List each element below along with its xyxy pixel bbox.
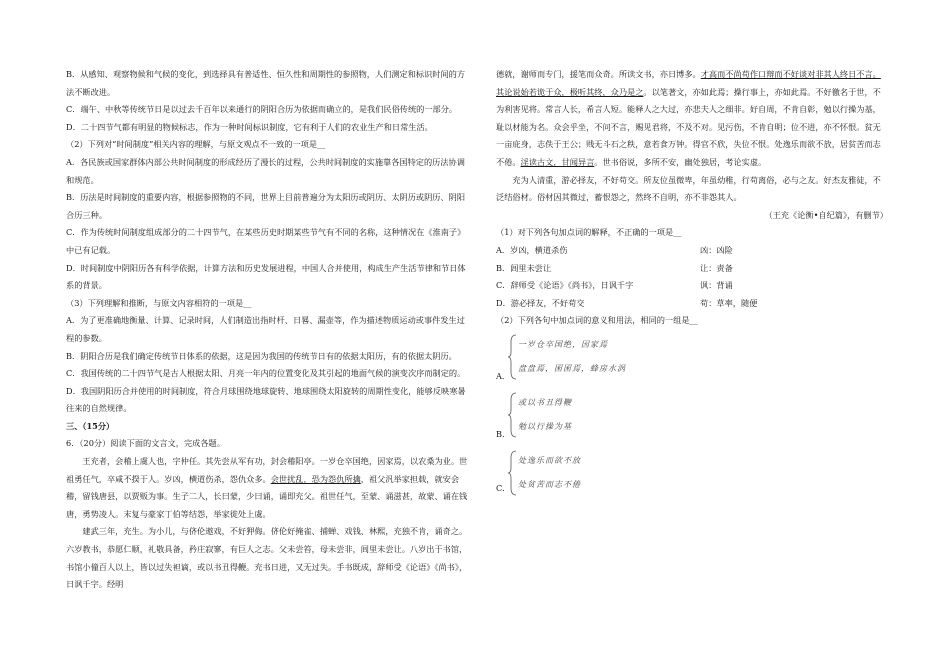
option-3b: B．阴阳合历是我们确定传统节日体系的依据，这是因为我国的传统节日有的依据太阳历，有的依据太阴历。: [66, 350, 457, 361]
choice-gloss: 讽：背诵: [700, 280, 733, 291]
passage-text: ，祖父汎举家担载，就安会稽，留钱唐县，以贾贩为事。生子二人，长曰蒙，少曰诵，诵即充父。祖世任气，至蒙、诵滋甚，故蒙、诵在钱唐，勇势凌人。末复与豪家丁伯等结怨，举家徙处上虞。: [66, 473, 468, 519]
option-3a: A．为了更准确地衡量、计算、记录时间，人们制造出指时杆、日晷、漏壶等，作为描述物质运动或事件发生过程的参数。: [66, 315, 465, 343]
option-2c: C．作为传统时间制度组成部分的二十四节气，在某些历史时期某些节气有不同的名称，这种情况在《淮南子》中已有记载。: [66, 227, 466, 255]
passage-text: 德就，谢师而专门，援笔而众奇。所读文书，亦日博多。: [496, 69, 701, 79]
choice-row-d: [496, 295, 888, 313]
passage-source: （王充《论衡•自纪篇》，有删节）: [764, 209, 888, 220]
option-2a: A．各民族或国家群体内部公共时间制度的形成经历了漫长的过程，公共时间制度的实施靠各国特定的历法协调和规范。: [66, 156, 465, 185]
pair-line-2: 盘盘焉，囷囷焉，蜂房水涡: [518, 363, 626, 373]
pair-line-1: 处逸乐而欲不放: [518, 455, 581, 465]
option-1c: C．端午、中秋等传统节日是以过去千百年以来通行的阴阳合历为依据而确立的，是我们民俗传统的一部分。: [66, 104, 458, 115]
choice-row-b: [496, 260, 888, 278]
choice-sentence: C．辞师受《论语》《尚书》，日讽千字: [496, 280, 634, 291]
option-2d: D．时间制度中阴阳历各有科学依据，计算方法和历史发展进程，中国人合并使用，构成生产生活节律和节日体系的背景。: [66, 262, 466, 291]
passage-text: 。世书俗说，多所不安，幽处独居，考论实虚。: [594, 156, 767, 167]
left-column: [66, 66, 470, 594]
choice-row-a: [496, 242, 888, 260]
choice-row-c: [496, 277, 888, 295]
choice-sentence: D．游必择友，不好苟交: [496, 297, 585, 308]
pair-line-1: 或以书丑得鞭: [518, 397, 572, 407]
section-heading: 三、（15分）: [66, 420, 115, 431]
choice-sentence: A．岁凶，横道杀伤: [496, 244, 568, 255]
underlined-sentence: 会世扰乱，恐为怨仇所擒: [270, 473, 361, 484]
pair-option-b: [496, 388, 888, 446]
question-2: （2）下列对“时间制度”相关内容的理解，与原文观点不一致的一项是__: [66, 139, 326, 150]
passage-paragraph-3: 充为人清重，游必择友，不好苟交。所友位虽微卑，年虽幼稚，行苟离俗，必与之友。好杰友雅徒，不泛结俗材。俗材因其微过，蓄恨怨之，然终不自明，亦不非怨其人。: [496, 174, 881, 203]
choice-gloss: 凶：凶险: [700, 244, 733, 255]
pair-label: A．: [496, 371, 511, 382]
question-3: （3）下列理解和推断，与原文内容相符的一项是__: [66, 297, 252, 308]
passage-paragraph-1: [66, 453, 470, 523]
pair-label: B．: [496, 429, 511, 440]
choice-gloss: 苟：草率，随便: [700, 297, 758, 308]
choice-sentence: B．闾里未尝让: [496, 262, 552, 273]
option-3c: C．我国传统的二十四节气是古人根据太阳、月亮一年内的位置变化及其引起的地面气候的演变次序而制定的。: [66, 368, 466, 379]
option-3d: D．我国阴阳历合并使用的时间制度，符合月球围绕地球旋转、地球围绕太阳旋转的周期性变化，能够反映寒暑往来的自然规律。: [66, 385, 466, 414]
question-6: 6．（20分）阅读下面的文言文，完成各题。: [66, 438, 225, 449]
pair-line-2: 处贫苦而志不倦: [518, 479, 581, 489]
choice-gloss: 让：责备: [700, 262, 733, 273]
question-1: （1）对下列各句加点词的解释，不正确的一项是__: [496, 227, 682, 238]
passage-paragraph-2-continued: [496, 66, 888, 172]
underlined-sentence: 淫读古文，甘闻异言: [520, 156, 595, 167]
pair-option-c: [496, 446, 888, 500]
pair-line-1: 一岁仓卒国绝，因家焉: [518, 339, 608, 349]
pair-line-2: 勉以行操为基: [518, 421, 572, 431]
passage-paragraph-2: 建武三年，充生。为小儿，与侪伦遨戏，不好狎侮。侪伦好掩雀、捕蝉、戏钱、林熙，充独不肯，诵奇之。六岁教书，恭愿仁顺，礼敬具备，矜庄寂寥，有巨人之志。父未尝笞，母未尝非，闾里未尝让。八岁出于书馆，书馆小僮百人以上，皆以过失袒谪，或以书丑得鞭。充书日进，又无过失。手书既成，辞师受《论语》《尚书》，日讽千字。经明: [66, 526, 468, 590]
underlined-sentence: 才高而不尚苟作口辩而不好谈对非其人终日不言。其论说始若诡于众，极听其终，众乃是之: [496, 69, 881, 97]
pair-option-a: [496, 330, 888, 388]
passage-text: 王充者，会稽上虞人也，字仲任。其先尝从军有功，封会稽阳亭。一岁仓卒国绝，因家焉，以农桑为业。世祖勇任气，卒咸不揆于人。岁凶，横道伤杀，怨仇众多。: [66, 456, 468, 484]
passage-text: 。以笔著文，亦如此焉；操行事上，亦如此焉。不好徼名于世，不为利害见将。常言人长，希言人短。能释人之大过，亦悲夫人之细非。好自周，不肯自彰，勉以行操为基，耻以材能为名。众会乎坐，不问不言，赐见君将，不及不对。见污伤，不肯自明；位不进，亦不怀恨。贫无一亩庇身，志佚于王公；贱无斗石之秩，意若食万钟。得官不欣，失位不恨。处逸乐而欲不放，居贫苦而志不倦。: [496, 86, 881, 167]
right-column: [496, 66, 888, 500]
pair-label: C．: [496, 483, 511, 494]
option-2b: B．历法是时间制度的重要内容，根据参照物的不同，世界上目前普遍分为太阳历或阴历、太阴历或阴历、阴阳合历三种。: [66, 192, 466, 220]
option-1b: B．从感知、观察物候和气候的变化，到选择具有普适性、恒久性和周期性的参照物，人们测定和标识时间的方法不断改进。: [66, 69, 466, 97]
question-2-right: （2）下列各句中加点词的意义和用法，相同的一组是__: [496, 315, 698, 326]
option-1d: D．二十四节气都有明显的物候标志，作为一种时间标识制度，它有利于人们的农业生产和日常生活。: [66, 121, 433, 132]
